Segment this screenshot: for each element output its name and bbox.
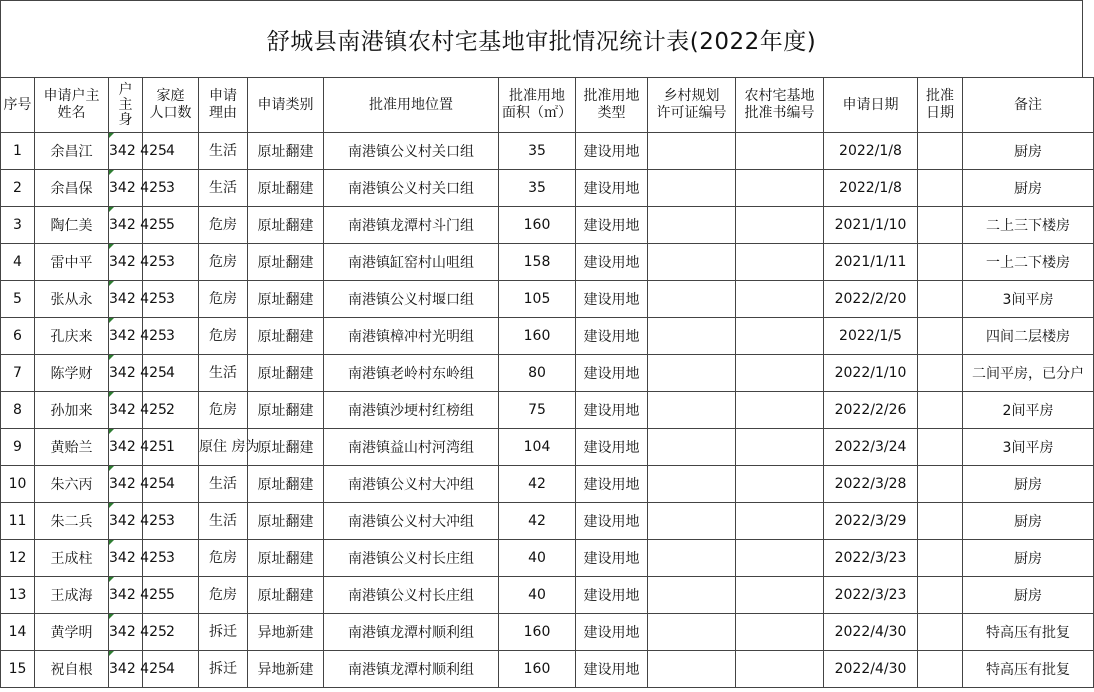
cell-family-size: 5 bbox=[143, 577, 199, 614]
cell-location: 南港镇老岭村东岭组 bbox=[324, 355, 499, 392]
cell-approve-date bbox=[918, 577, 963, 614]
cell-approval-no bbox=[736, 281, 824, 318]
cell-seq: 10 bbox=[1, 466, 35, 503]
cell-category: 异地新建 bbox=[248, 614, 324, 651]
cell-approval-no bbox=[736, 651, 824, 688]
cell-location: 南港镇公义村长庄组 bbox=[324, 577, 499, 614]
cell-permit-no bbox=[648, 133, 736, 170]
cell-family-size: 3 bbox=[143, 244, 199, 281]
cell-note: 厨房 bbox=[963, 133, 1094, 170]
cell-applicant-name: 朱六丙 bbox=[35, 466, 109, 503]
cell-apply-date: 2022/3/29 bbox=[824, 503, 918, 540]
cell-family-size: 3 bbox=[143, 318, 199, 355]
cell-category: 原址翻建 bbox=[248, 355, 324, 392]
cell-area: 40 bbox=[499, 540, 576, 577]
table-row bbox=[1, 392, 1094, 429]
cell-approval-no bbox=[736, 207, 824, 244]
cell-location: 南港镇樟冲村光明组 bbox=[324, 318, 499, 355]
cell-reason: 生活 bbox=[199, 466, 248, 503]
table-row bbox=[1, 170, 1094, 207]
cell-location: 南港镇龙潭村顺利组 bbox=[324, 614, 499, 651]
cell-approve-date bbox=[918, 244, 963, 281]
cell-approve-date bbox=[918, 318, 963, 355]
cell-approval-no bbox=[736, 429, 824, 466]
cell-apply-date: 2021/1/10 bbox=[824, 207, 918, 244]
cell-note: 2间平房 bbox=[963, 392, 1094, 429]
cell-area: 160 bbox=[499, 318, 576, 355]
cell-id-number: 342 425 bbox=[109, 318, 143, 355]
cell-id-number: 342 425 bbox=[109, 207, 143, 244]
cell-category: 异地新建 bbox=[248, 651, 324, 688]
cell-note: 厨房 bbox=[963, 466, 1094, 503]
cell-id-number: 342 425 bbox=[109, 503, 143, 540]
cell-note: 厨房 bbox=[963, 170, 1094, 207]
cell-apply-date: 2022/4/30 bbox=[824, 651, 918, 688]
cell-area: 40 bbox=[499, 577, 576, 614]
col-category: 申请类别 bbox=[248, 78, 324, 133]
cell-applicant-name: 黄学明 bbox=[35, 614, 109, 651]
cell-location: 南港镇公义村关口组 bbox=[324, 170, 499, 207]
cell-location: 南港镇公义村大冲组 bbox=[324, 466, 499, 503]
cell-location: 南港镇缸窑村山咀组 bbox=[324, 244, 499, 281]
cell-approve-date bbox=[918, 651, 963, 688]
cell-family-size: 4 bbox=[143, 355, 199, 392]
cell-reason: 危房 bbox=[199, 207, 248, 244]
cell-category: 原址翻建 bbox=[248, 503, 324, 540]
cell-family-size: 4 bbox=[143, 466, 199, 503]
cell-location: 南港镇公义村大冲组 bbox=[324, 503, 499, 540]
cell-note: 3间平房 bbox=[963, 429, 1094, 466]
cell-applicant-name: 孙加来 bbox=[35, 392, 109, 429]
cell-category: 原址翻建 bbox=[248, 429, 324, 466]
cell-location: 南港镇益山村河湾组 bbox=[324, 429, 499, 466]
cell-permit-no bbox=[648, 281, 736, 318]
col-id: 户 主 身 bbox=[109, 78, 143, 133]
cell-id-number: 342 425 bbox=[109, 429, 143, 466]
cell-note: 特高压有批复 bbox=[963, 614, 1094, 651]
cell-note: 一上二下楼房 bbox=[963, 244, 1094, 281]
cell-permit-no bbox=[648, 207, 736, 244]
cell-seq: 8 bbox=[1, 392, 35, 429]
col-applicant: 申请户主 姓名 bbox=[35, 78, 109, 133]
cell-land-type: 建设用地 bbox=[576, 133, 648, 170]
cell-permit-no bbox=[648, 614, 736, 651]
cell-permit-no bbox=[648, 244, 736, 281]
cell-applicant-name: 余昌江 bbox=[35, 133, 109, 170]
cell-approve-date bbox=[918, 133, 963, 170]
cell-approval-no bbox=[736, 540, 824, 577]
cell-family-size: 2 bbox=[143, 392, 199, 429]
cell-seq: 12 bbox=[1, 540, 35, 577]
cell-reason: 原住 房为 bbox=[199, 429, 248, 466]
cell-apply-date: 2022/3/28 bbox=[824, 466, 918, 503]
cell-applicant-name: 陈学财 bbox=[35, 355, 109, 392]
col-permit: 乡村规划 许可证编号 bbox=[648, 78, 736, 133]
cell-applicant-name: 王成海 bbox=[35, 577, 109, 614]
cell-id-number: 342 425 bbox=[109, 466, 143, 503]
cell-land-type: 建设用地 bbox=[576, 614, 648, 651]
col-approval-no: 农村宅基地 批准书编号 bbox=[736, 78, 824, 133]
cell-reason: 危房 bbox=[199, 392, 248, 429]
cell-seq: 14 bbox=[1, 614, 35, 651]
cell-apply-date: 2021/1/11 bbox=[824, 244, 918, 281]
col-location: 批准用地位置 bbox=[324, 78, 499, 133]
col-approve-date: 批准 日期 bbox=[918, 78, 963, 133]
cell-seq: 13 bbox=[1, 577, 35, 614]
cell-apply-date: 2022/1/5 bbox=[824, 318, 918, 355]
cell-category: 原址翻建 bbox=[248, 281, 324, 318]
table-row bbox=[1, 244, 1094, 281]
cell-note: 四间二层楼房 bbox=[963, 318, 1094, 355]
cell-land-type: 建设用地 bbox=[576, 503, 648, 540]
cell-applicant-name: 雷中平 bbox=[35, 244, 109, 281]
cell-approval-no bbox=[736, 577, 824, 614]
cell-area: 104 bbox=[499, 429, 576, 466]
cell-note: 二间平房，已分户 bbox=[963, 355, 1094, 392]
table-row bbox=[1, 429, 1094, 466]
table-row bbox=[1, 614, 1094, 651]
cell-approve-date bbox=[918, 429, 963, 466]
table-row bbox=[1, 651, 1094, 688]
cell-family-size: 4 bbox=[143, 133, 199, 170]
cell-reason: 生活 bbox=[199, 355, 248, 392]
cell-land-type: 建设用地 bbox=[576, 577, 648, 614]
table-row bbox=[1, 133, 1094, 170]
cell-seq: 1 bbox=[1, 133, 35, 170]
cell-id-number: 342 425 bbox=[109, 540, 143, 577]
cell-area: 75 bbox=[499, 392, 576, 429]
cell-approve-date bbox=[918, 466, 963, 503]
cell-reason: 生活 bbox=[199, 503, 248, 540]
cell-note: 厨房 bbox=[963, 503, 1094, 540]
cell-land-type: 建设用地 bbox=[576, 540, 648, 577]
cell-permit-no bbox=[648, 503, 736, 540]
cell-land-type: 建设用地 bbox=[576, 466, 648, 503]
cell-area: 35 bbox=[499, 133, 576, 170]
table-row bbox=[1, 466, 1094, 503]
cell-applicant-name: 祝自根 bbox=[35, 651, 109, 688]
table-row bbox=[1, 503, 1094, 540]
cell-family-size: 2 bbox=[143, 614, 199, 651]
cell-reason: 拆迁 bbox=[199, 651, 248, 688]
cell-approval-no bbox=[736, 614, 824, 651]
cell-approval-no bbox=[736, 392, 824, 429]
table-row bbox=[1, 281, 1094, 318]
cell-applicant-name: 王成柱 bbox=[35, 540, 109, 577]
cell-seq: 3 bbox=[1, 207, 35, 244]
cell-note: 二上三下楼房 bbox=[963, 207, 1094, 244]
cell-land-type: 建设用地 bbox=[576, 429, 648, 466]
cell-seq: 15 bbox=[1, 651, 35, 688]
cell-approve-date bbox=[918, 503, 963, 540]
cell-reason: 危房 bbox=[199, 244, 248, 281]
cell-approve-date bbox=[918, 207, 963, 244]
cell-approval-no bbox=[736, 355, 824, 392]
cell-id-number: 342 425 bbox=[109, 244, 143, 281]
cell-land-type: 建设用地 bbox=[576, 281, 648, 318]
cell-apply-date: 2022/1/8 bbox=[824, 133, 918, 170]
cell-approve-date bbox=[918, 392, 963, 429]
cell-id-number: 342 425 bbox=[109, 170, 143, 207]
cell-reason: 危房 bbox=[199, 318, 248, 355]
page-title: 舒城县南港镇农村宅基地审批情况统计表(2022年度) bbox=[0, 0, 1083, 77]
cell-id-number: 342 425 bbox=[109, 577, 143, 614]
cell-reason: 拆迁 bbox=[199, 614, 248, 651]
col-area: 批准用地 面积（㎡） bbox=[499, 78, 576, 133]
cell-category: 原址翻建 bbox=[248, 392, 324, 429]
cell-apply-date: 2022/3/24 bbox=[824, 429, 918, 466]
cell-reason: 生活 bbox=[199, 133, 248, 170]
cell-note: 3间平房 bbox=[963, 281, 1094, 318]
cell-id-number: 342 425 bbox=[109, 281, 143, 318]
cell-category: 原址翻建 bbox=[248, 170, 324, 207]
approval-table bbox=[0, 77, 1094, 688]
cell-applicant-name: 张从永 bbox=[35, 281, 109, 318]
cell-reason: 危房 bbox=[199, 577, 248, 614]
cell-location: 南港镇沙埂村红榜组 bbox=[324, 392, 499, 429]
cell-area: 105 bbox=[499, 281, 576, 318]
cell-location: 南港镇公义村堰口组 bbox=[324, 281, 499, 318]
cell-permit-no bbox=[648, 170, 736, 207]
cell-location: 南港镇公义村关口组 bbox=[324, 133, 499, 170]
cell-seq: 5 bbox=[1, 281, 35, 318]
cell-approve-date bbox=[918, 355, 963, 392]
cell-permit-no bbox=[648, 466, 736, 503]
cell-applicant-name: 余昌保 bbox=[35, 170, 109, 207]
cell-area: 80 bbox=[499, 355, 576, 392]
cell-location: 南港镇龙潭村斗门组 bbox=[324, 207, 499, 244]
cell-seq: 7 bbox=[1, 355, 35, 392]
cell-land-type: 建设用地 bbox=[576, 355, 648, 392]
cell-area: 42 bbox=[499, 466, 576, 503]
cell-seq: 9 bbox=[1, 429, 35, 466]
cell-permit-no bbox=[648, 355, 736, 392]
cell-applicant-name: 朱二兵 bbox=[35, 503, 109, 540]
cell-id-number: 342 425 bbox=[109, 355, 143, 392]
cell-apply-date: 2022/2/20 bbox=[824, 281, 918, 318]
col-apply-date: 申请日期 bbox=[824, 78, 918, 133]
cell-category: 原址翻建 bbox=[248, 577, 324, 614]
cell-applicant-name: 陶仁美 bbox=[35, 207, 109, 244]
cell-id-number: 342 425 bbox=[109, 133, 143, 170]
table-row bbox=[1, 207, 1094, 244]
cell-approval-no bbox=[736, 170, 824, 207]
cell-family-size: 5 bbox=[143, 207, 199, 244]
cell-apply-date: 2022/2/26 bbox=[824, 392, 918, 429]
cell-category: 原址翻建 bbox=[248, 540, 324, 577]
cell-seq: 2 bbox=[1, 170, 35, 207]
cell-approval-no bbox=[736, 318, 824, 355]
table-body bbox=[1, 133, 1094, 688]
cell-permit-no bbox=[648, 392, 736, 429]
cell-category: 原址翻建 bbox=[248, 244, 324, 281]
cell-apply-date: 2022/1/10 bbox=[824, 355, 918, 392]
cell-note: 厨房 bbox=[963, 540, 1094, 577]
cell-approve-date bbox=[918, 614, 963, 651]
cell-seq: 6 bbox=[1, 318, 35, 355]
cell-id-number: 342 425 bbox=[109, 614, 143, 651]
col-land-type: 批准用地 类型 bbox=[576, 78, 648, 133]
cell-area: 158 bbox=[499, 244, 576, 281]
cell-land-type: 建设用地 bbox=[576, 207, 648, 244]
table-row bbox=[1, 318, 1094, 355]
cell-category: 原址翻建 bbox=[248, 207, 324, 244]
cell-land-type: 建设用地 bbox=[576, 392, 648, 429]
cell-permit-no bbox=[648, 577, 736, 614]
cell-area: 42 bbox=[499, 503, 576, 540]
cell-category: 原址翻建 bbox=[248, 318, 324, 355]
table-row bbox=[1, 577, 1094, 614]
cell-approve-date bbox=[918, 540, 963, 577]
cell-area: 160 bbox=[499, 614, 576, 651]
cell-approval-no bbox=[736, 503, 824, 540]
cell-id-number: 342 425 bbox=[109, 651, 143, 688]
cell-land-type: 建设用地 bbox=[576, 651, 648, 688]
cell-seq: 4 bbox=[1, 244, 35, 281]
col-reason: 申请 理由 bbox=[199, 78, 248, 133]
cell-area: 160 bbox=[499, 207, 576, 244]
cell-category: 原址翻建 bbox=[248, 133, 324, 170]
cell-approval-no bbox=[736, 244, 824, 281]
cell-location: 南港镇龙潭村顺利组 bbox=[324, 651, 499, 688]
cell-seq: 11 bbox=[1, 503, 35, 540]
cell-note: 厨房 bbox=[963, 577, 1094, 614]
cell-reason: 危房 bbox=[199, 540, 248, 577]
col-seq: 序号 bbox=[1, 78, 35, 133]
cell-apply-date: 2022/3/23 bbox=[824, 540, 918, 577]
cell-family-size: 3 bbox=[143, 503, 199, 540]
cell-land-type: 建设用地 bbox=[576, 170, 648, 207]
cell-reason: 危房 bbox=[199, 281, 248, 318]
cell-applicant-name: 孔庆来 bbox=[35, 318, 109, 355]
cell-land-type: 建设用地 bbox=[576, 318, 648, 355]
cell-apply-date: 2022/3/23 bbox=[824, 577, 918, 614]
cell-family-size: 3 bbox=[143, 170, 199, 207]
cell-family-size: 1 bbox=[143, 429, 199, 466]
cell-permit-no bbox=[648, 651, 736, 688]
cell-area: 160 bbox=[499, 651, 576, 688]
header-row bbox=[1, 78, 1094, 133]
col-note: 备注 bbox=[963, 78, 1094, 133]
cell-reason: 生活 bbox=[199, 170, 248, 207]
cell-id-number: 342 425 bbox=[109, 392, 143, 429]
table-row bbox=[1, 355, 1094, 392]
cell-applicant-name: 黄贻兰 bbox=[35, 429, 109, 466]
cell-family-size: 4 bbox=[143, 651, 199, 688]
cell-permit-no bbox=[648, 318, 736, 355]
cell-location: 南港镇公义村长庄组 bbox=[324, 540, 499, 577]
cell-note: 特高压有批复 bbox=[963, 651, 1094, 688]
cell-apply-date: 2022/4/30 bbox=[824, 614, 918, 651]
cell-apply-date: 2022/1/8 bbox=[824, 170, 918, 207]
cell-category: 原址翻建 bbox=[248, 466, 324, 503]
table-row bbox=[1, 540, 1094, 577]
col-family: 家庭 人口数 bbox=[143, 78, 199, 133]
cell-family-size: 3 bbox=[143, 281, 199, 318]
cell-approval-no bbox=[736, 466, 824, 503]
cell-area: 35 bbox=[499, 170, 576, 207]
cell-permit-no bbox=[648, 540, 736, 577]
cell-permit-no bbox=[648, 429, 736, 466]
cell-approve-date bbox=[918, 281, 963, 318]
cell-family-size: 3 bbox=[143, 540, 199, 577]
cell-approval-no bbox=[736, 133, 824, 170]
cell-approve-date bbox=[918, 170, 963, 207]
cell-land-type: 建设用地 bbox=[576, 244, 648, 281]
